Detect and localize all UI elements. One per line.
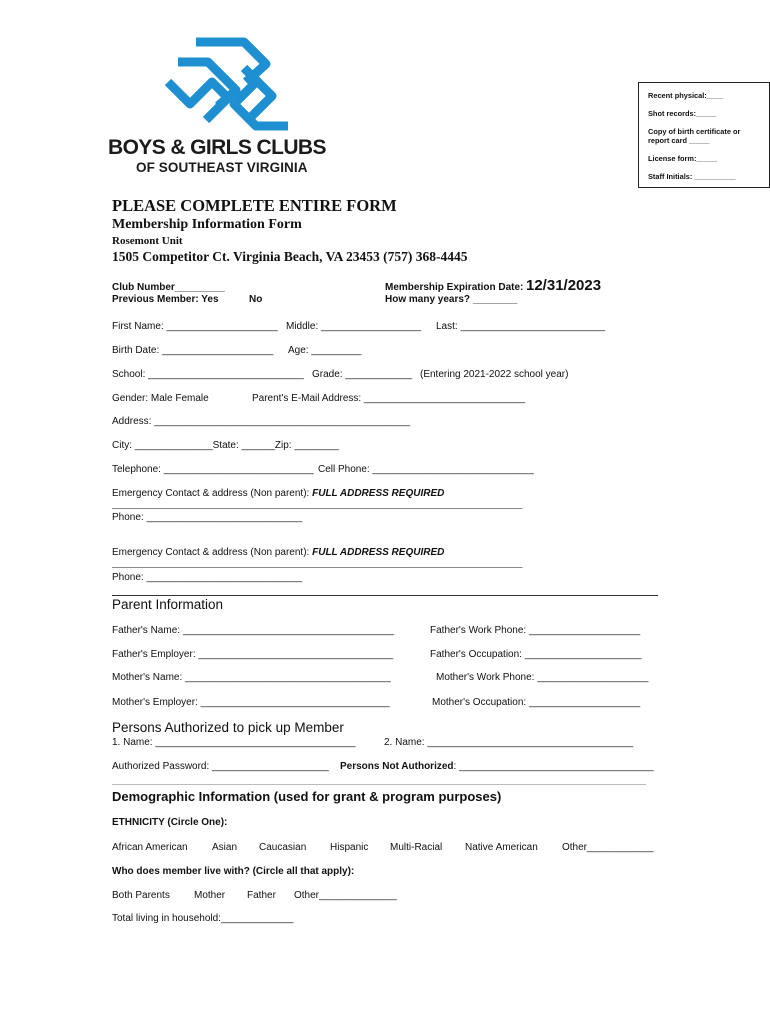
ethnicity-option[interactable]: Asian — [212, 842, 238, 853]
office-use-box — [638, 82, 770, 188]
city-state-zip-field[interactable]: City: ______________State: ______Zip: ________ — [112, 440, 339, 451]
fathers-name-field[interactable]: Father's Name: ______________________________________ — [112, 625, 395, 636]
emergency-contact-1-line[interactable]: __________________________________________________________________________________ — [112, 499, 523, 509]
address-field[interactable]: Address: ______________________________________________ — [112, 416, 411, 427]
birth-date-field[interactable]: Birth Date: ____________________ — [112, 345, 274, 356]
ethnicity-option[interactable]: African American — [112, 842, 188, 853]
middle-name-field[interactable]: Middle: __________________ — [286, 321, 422, 332]
boys-girls-clubs-logo-icon — [148, 34, 308, 138]
ethnicity-option[interactable]: Other____________ — [562, 842, 654, 853]
age-field[interactable]: Age: _________ — [288, 345, 362, 356]
lives-with-option[interactable]: Both Parents — [112, 890, 170, 901]
report-card-field: report card _____ — [648, 136, 710, 145]
last-name-field[interactable]: Last: __________________________ — [436, 321, 606, 332]
birth-certificate-field: Copy of birth certificate or — [648, 127, 741, 136]
mothers-employer-field[interactable]: Mother's Employer: __________________________________ — [112, 697, 390, 708]
mothers-occupation-field[interactable]: Mother's Occupation: ____________________ — [432, 697, 641, 708]
lives-with-label: Who does member live with? (Circle all that apply): — [112, 866, 355, 877]
authorized-password-field[interactable]: Authorized Password: _____________________ — [112, 761, 329, 772]
telephone-field[interactable]: Telephone: ___________________________ — [112, 464, 314, 475]
parent-info-heading: Parent Information — [112, 597, 224, 612]
how-many-years-field[interactable]: How many years? ________ — [385, 294, 518, 305]
section-divider — [112, 595, 658, 596]
unit-address: 1505 Competitor Ct. Virginia Beach, VA 23453 (757) 368-4445 — [112, 249, 468, 264]
previous-member-no[interactable]: No — [249, 294, 263, 305]
full-address-required: FULL ADDRESS REQUIRED — [312, 488, 445, 499]
logo-subtitle: OF SOUTHEAST VIRGINIA — [136, 160, 308, 175]
emergency-contact-label: Emergency Contact & address (Non parent): — [112, 488, 310, 499]
recent-physical-field: Recent physical:____ — [648, 91, 724, 100]
ethnicity-option[interactable]: Multi-Racial — [390, 842, 443, 853]
persons-not-authorized-label: Persons Not Authorized — [340, 761, 454, 772]
license-form-field: License form:_____ — [648, 154, 718, 163]
ethnicity-option[interactable]: Caucasian — [259, 842, 307, 853]
emergency-contact-2-phone[interactable]: Phone: ____________________________ — [112, 572, 303, 583]
emergency-contact-1 — [112, 488, 444, 499]
logo-title: BOYS & GIRLS CLUBS — [108, 136, 326, 159]
emergency-contact-1-phone[interactable]: Phone: ____________________________ — [112, 512, 303, 523]
fathers-employer-field[interactable]: Father's Employer: ___________________________________ — [112, 649, 394, 660]
household-field[interactable]: Total living in household:_____________ — [112, 913, 294, 924]
ethnicity-option[interactable]: Native American — [465, 842, 538, 853]
fathers-occupation-field[interactable]: Father's Occupation: _____________________ — [430, 649, 642, 660]
previous-member-field[interactable]: Previous Member: Yes — [112, 294, 219, 305]
mothers-work-phone-field[interactable]: Mother's Work Phone: ____________________ — [436, 672, 649, 683]
authorized-name-2-field[interactable]: 2. Name: _____________________________________ — [384, 737, 634, 748]
page-title: PLEASE COMPLETE ENTIRE FORM — [112, 196, 397, 215]
cell-phone-field[interactable]: Cell Phone: _____________________________ — [318, 464, 534, 475]
ethnicity-option[interactable]: Hispanic — [330, 842, 369, 853]
grade-field[interactable]: Grade: ____________ — [312, 369, 413, 380]
mothers-name-field[interactable]: Mother's Name: _____________________________________ — [112, 672, 391, 683]
demographic-heading: Demographic Information (used for grant & program purposes) — [112, 789, 502, 804]
full-address-required: FULL ADDRESS REQUIRED — [312, 547, 445, 558]
school-year-note: (Entering 2021-2022 school year) — [420, 369, 569, 380]
staff-initials-field: Staff Initials: __________ — [648, 172, 736, 181]
emergency-contact-label: Emergency Contact & address (Non parent): — [112, 547, 310, 558]
school-field[interactable]: School: ____________________________ — [112, 369, 304, 380]
authorized-name-1-field[interactable]: 1. Name: ____________________________________ — [112, 737, 356, 748]
lives-with-option[interactable]: Father — [247, 890, 276, 901]
unit-name: Rosemont Unit — [112, 235, 183, 247]
persons-not-authorized-field[interactable] — [340, 761, 654, 772]
first-name-field[interactable]: First Name: ____________________ — [112, 321, 278, 332]
section-divider — [112, 784, 646, 785]
persons-not-authorized-line: : ___________________________________ — [453, 761, 654, 772]
ethnicity-label: ETHNICITY (Circle One): — [112, 817, 228, 828]
lives-with-option[interactable]: Other______________ — [294, 890, 397, 901]
parent-email-field[interactable]: Parent's E-Mail Address: _____________________________ — [252, 393, 526, 404]
emergency-contact-2 — [112, 547, 444, 558]
expiration-value: 12/31/2023 — [526, 277, 602, 294]
expiration-label: Membership Expiration Date: — [385, 282, 524, 293]
gender-field[interactable]: Gender: Male Female — [112, 393, 209, 404]
shot-records-field: Shot records:_____ — [648, 109, 717, 118]
authorized-heading: Persons Authorized to pick up Member — [112, 720, 344, 735]
lives-with-option[interactable]: Mother — [194, 890, 226, 901]
emergency-contact-2-line[interactable]: __________________________________________________________________________________ — [112, 558, 523, 568]
form-title: Membership Information Form — [112, 217, 302, 232]
fathers-work-phone-field[interactable]: Father's Work Phone: ____________________ — [430, 625, 641, 636]
club-number-field[interactable]: Club Number_________ — [112, 282, 225, 293]
